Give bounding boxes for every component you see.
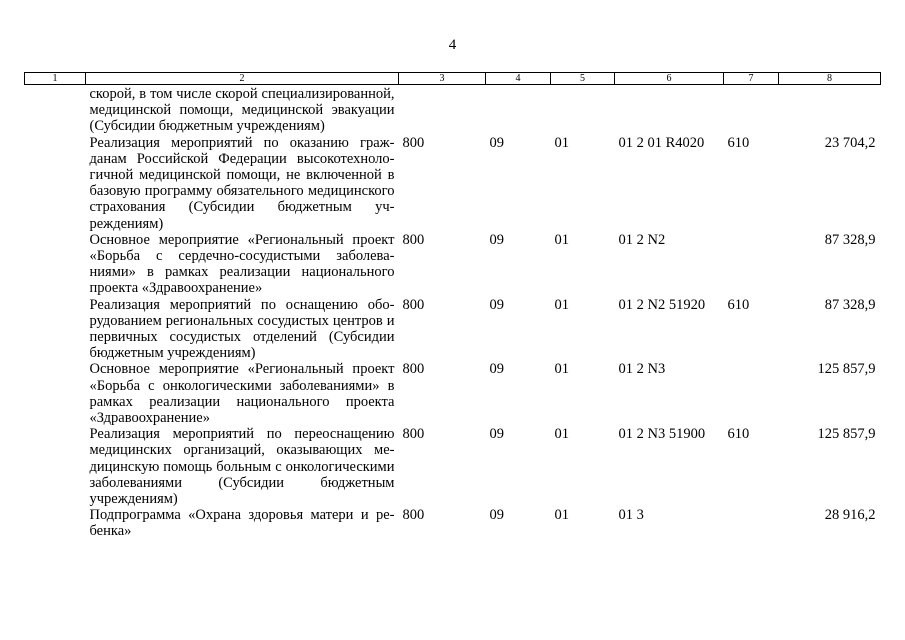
row-ministry: 800 bbox=[402, 134, 425, 151]
row-target-article bbox=[615, 85, 724, 135]
row-target-article: 01 3 bbox=[618, 507, 644, 524]
table-row bbox=[25, 232, 881, 297]
row-subsection: 01 bbox=[554, 134, 569, 151]
column-header-6: 6 bbox=[615, 73, 724, 85]
table-row bbox=[25, 507, 881, 539]
row-target-article: 01 2 01 R4020 bbox=[618, 134, 705, 151]
row-empty-cell bbox=[25, 85, 86, 135]
row-section: 09 bbox=[489, 426, 504, 443]
row-section: 09 bbox=[489, 361, 504, 378]
row-ministry: 800 bbox=[402, 231, 425, 248]
row-target-article: 01 2 N2 bbox=[618, 231, 666, 248]
row-name: Основное мероприятие «Региональный проект «Борьба с онкологическими заболеваниями» в рамках реализации национального проекта «Здравоохранение» bbox=[89, 361, 395, 427]
row-section: 09 bbox=[489, 134, 504, 151]
row-empty-cell bbox=[25, 135, 86, 232]
row-ministry: 800 bbox=[402, 296, 425, 313]
row-subsection: 01 bbox=[554, 361, 569, 378]
row-ministry bbox=[399, 85, 486, 135]
row-section: 09 bbox=[489, 231, 504, 248]
row-subsection: 01 bbox=[554, 231, 569, 248]
row-amount: 87 328,9 bbox=[824, 296, 876, 313]
row-ministry: 800 bbox=[402, 361, 425, 378]
row-empty-cell bbox=[25, 426, 86, 507]
row-name: Реализация мероприятий по оснащению оборудованием региональных сосудистых центров и первичных сосудистых отделений (Субсидии бюджетным учреждениям) bbox=[89, 296, 395, 362]
column-header-2: 2 bbox=[86, 73, 399, 85]
row-amount: 125 857,9 bbox=[817, 426, 876, 443]
row-name: Подпрограмма «Охрана здоровья матери и ребенка» bbox=[89, 507, 395, 540]
row-amount: 125 857,9 bbox=[817, 361, 876, 378]
row-amount: 28 916,2 bbox=[824, 507, 876, 524]
row-expense-type: 610 bbox=[727, 296, 750, 313]
row-expense-type bbox=[724, 232, 779, 297]
row-target-article: 01 2 N2 51920 bbox=[618, 296, 706, 313]
row-subsection: 01 bbox=[554, 507, 569, 524]
row-expense-type: 610 bbox=[727, 134, 750, 151]
row-name: Реализация мероприятий по оказанию гражданам Российской Федерации высокотехнологичной медицинской помощи, не включенной в базовую программу обязательного медицинского страхования (Субсидии бюджетным учреждениям) bbox=[89, 134, 395, 232]
row-subsection bbox=[551, 85, 615, 135]
row-amount bbox=[779, 85, 881, 135]
row-name: Реализация мероприятий по переоснащению медицинских организаций, оказывающих медицинскую помощь больным с онкологическими заболеваниями (Субсидии бюджетным учреждениям) bbox=[89, 426, 395, 508]
table-row bbox=[25, 426, 881, 507]
row-subsection: 01 bbox=[554, 296, 569, 313]
row-name: скорой, в том числе скорой специализированной, медицинской помощи, медицинской эвакуации (Субсидии бюджетным учреждениям) bbox=[89, 86, 395, 135]
row-target-article: 01 2 N3 51900 bbox=[618, 426, 706, 443]
row-expense-type bbox=[724, 361, 779, 426]
column-header-8: 8 bbox=[779, 73, 881, 85]
budget-table bbox=[24, 72, 881, 540]
row-subsection: 01 bbox=[554, 426, 569, 443]
row-empty-cell bbox=[25, 232, 86, 297]
row-empty-cell bbox=[25, 361, 86, 426]
row-empty-cell bbox=[25, 507, 86, 539]
column-header-1: 1 bbox=[25, 73, 86, 85]
row-amount: 87 328,9 bbox=[824, 231, 876, 248]
table-row bbox=[25, 135, 881, 232]
row-name: Основное мероприятие «Региональный проект «Борьба с сердечно-сосудистыми заболеваниями» в рамках реализации национального проекта «Здравоохранение» bbox=[89, 231, 395, 297]
row-expense-type bbox=[724, 507, 779, 539]
table-row bbox=[25, 297, 881, 362]
table-row bbox=[25, 361, 881, 426]
row-expense-type: 610 bbox=[727, 426, 750, 443]
row-expense-type bbox=[724, 85, 779, 135]
row-ministry: 800 bbox=[402, 426, 425, 443]
row-target-article: 01 2 N3 bbox=[618, 361, 666, 378]
row-section: 09 bbox=[489, 296, 504, 313]
column-header-4: 4 bbox=[486, 73, 551, 85]
row-section bbox=[486, 85, 551, 135]
column-header-3: 3 bbox=[399, 73, 486, 85]
column-header-7: 7 bbox=[724, 73, 779, 85]
column-header-5: 5 bbox=[551, 73, 615, 85]
table-row bbox=[25, 85, 881, 135]
page-number: 4 bbox=[448, 37, 457, 53]
row-amount: 23 704,2 bbox=[824, 134, 876, 151]
row-empty-cell bbox=[25, 297, 86, 362]
column-number-header-row bbox=[25, 73, 881, 85]
row-ministry: 800 bbox=[402, 507, 425, 524]
row-section: 09 bbox=[489, 507, 504, 524]
